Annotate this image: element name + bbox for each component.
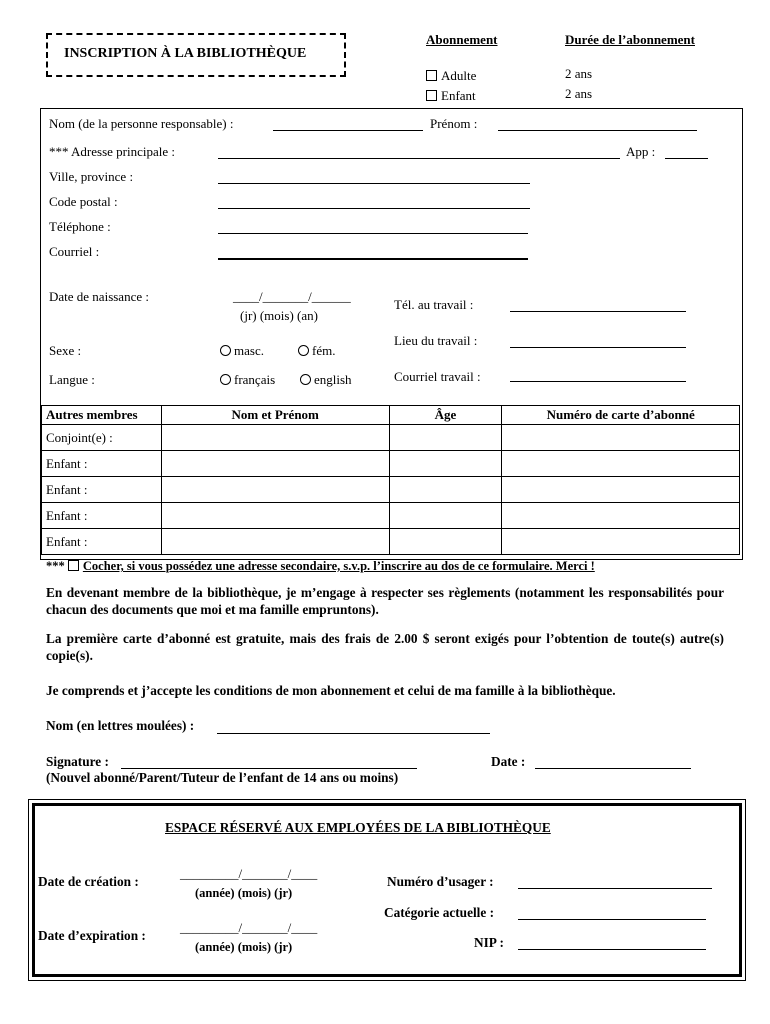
adresse-field[interactable] [218, 158, 620, 159]
radio-icon[interactable] [220, 374, 231, 385]
code-postal-label: Code postal : [49, 194, 118, 209]
nip-label: NIP : [474, 935, 504, 950]
radio-icon[interactable] [298, 345, 309, 356]
member-name-cell[interactable] [161, 503, 389, 529]
telephone-field[interactable] [218, 233, 528, 234]
adresse-label: *** Adresse principale : [49, 144, 175, 159]
member-card-cell[interactable] [502, 503, 740, 529]
member-name-cell[interactable] [161, 529, 389, 555]
member-age-cell[interactable] [389, 477, 502, 503]
signature-date-label: Date : [491, 754, 526, 769]
staff-title: ESPACE RÉSERVÉ AUX EMPLOYÉES DE LA BIBLIOTHÈQUE [165, 820, 551, 835]
member-name-cell[interactable] [161, 425, 389, 451]
paragraph-fees: La première carte d’abonné est gratuite, mais des frais de 2.00 $ seront exigés pour l’obtention de toute(s) autre(s) copie(s). [46, 631, 724, 663]
tel-travail-field[interactable] [510, 311, 686, 312]
langue-francais-radio[interactable]: français [220, 372, 275, 388]
creation-format: (année) (mois) (jr) [195, 886, 293, 900]
creation-label: Date de création : [38, 874, 139, 889]
naissance-label: Date de naissance : [49, 289, 149, 304]
member-name-cell[interactable] [161, 477, 389, 503]
nom-label: Nom (de la personne responsable) : [49, 116, 234, 131]
table-row [42, 425, 740, 451]
option-adulte[interactable]: Adulte [426, 68, 476, 84]
prenom-field[interactable] [498, 130, 697, 131]
sexe-masc-radio[interactable]: masc. [220, 343, 264, 359]
numero-usager-field[interactable] [518, 888, 712, 889]
member-type: Enfant : [42, 529, 162, 555]
naissance-field[interactable]: ____/_______/______ [233, 289, 351, 304]
member-card-cell[interactable] [502, 529, 740, 555]
app-field[interactable] [665, 158, 708, 159]
table-header: Autres membres [42, 406, 162, 425]
prenom-label: Prénom : [430, 116, 478, 131]
table-header-row [42, 406, 740, 425]
table-header: Numéro de carte d’abonné [502, 406, 740, 425]
categorie-label: Catégorie actuelle : [384, 905, 495, 920]
table-row [42, 477, 740, 503]
duree-enfant: 2 ans [565, 86, 593, 101]
paragraph-rules: En devenant membre de la bibliothèque, je m’engage à respecter ses règlements (notamment les responsabilités pour chacun des documents que moi et ma famille empruntons). [46, 585, 724, 617]
member-age-cell[interactable] [389, 503, 502, 529]
app-label: App : [626, 144, 656, 159]
langue-english-radio[interactable]: english [300, 372, 352, 388]
sexe-fem-radio[interactable]: fém. [298, 343, 335, 359]
form-title: INSCRIPTION À LA BIBLIOTHÈQUE [64, 46, 307, 61]
ville-label: Ville, province : [49, 169, 134, 184]
radio-icon[interactable] [300, 374, 311, 385]
nom-moulees-label: Nom (en lettres moulées) : [46, 718, 195, 733]
secondary-address-notice: *** Cocher, si vous possédez une adresse secondaire, s.v.p. l’inscrire au dos de ce formulaire. Merci ! [46, 559, 595, 573]
table-row [42, 503, 740, 529]
table-row [42, 451, 740, 477]
courriel-field[interactable] [218, 258, 528, 260]
paragraph-conditions: Je comprends et j’accepte les conditions de mon abonnement et celui de ma famille à la bibliothèque. [46, 683, 616, 698]
member-card-cell[interactable] [502, 477, 740, 503]
expiration-format: (année) (mois) (jr) [195, 940, 293, 954]
member-type: Enfant : [42, 451, 162, 477]
member-name-cell[interactable] [161, 451, 389, 477]
table-header: Âge [389, 406, 502, 425]
signature-date-field[interactable] [535, 768, 691, 769]
member-age-cell[interactable] [389, 425, 502, 451]
sexe-label: Sexe : [49, 343, 82, 358]
checkbox-icon[interactable] [68, 560, 79, 571]
categorie-field[interactable] [518, 919, 706, 920]
naissance-format: (jr) (mois) (an) [240, 308, 318, 323]
abonnement-heading: Abonnement [426, 32, 498, 47]
signature-subtitle: (Nouvel abonné/Parent/Tuteur de l’enfant de 14 ans ou moins) [46, 770, 399, 785]
telephone-label: Téléphone : [49, 219, 111, 234]
member-card-cell[interactable] [502, 451, 740, 477]
creation-field[interactable]: _________/_______/____ [180, 866, 318, 881]
tel-travail-label: Tél. au travail : [394, 297, 474, 312]
courriel-travail-label: Courriel travail : [394, 369, 481, 384]
checkbox-icon[interactable] [426, 90, 437, 101]
member-age-cell[interactable] [389, 451, 502, 477]
member-type: Conjoint(e) : [42, 425, 162, 451]
lieu-travail-field[interactable] [510, 347, 686, 348]
courriel-travail-field[interactable] [510, 381, 686, 382]
member-age-cell[interactable] [389, 529, 502, 555]
radio-icon[interactable] [220, 345, 231, 356]
numero-usager-label: Numéro d’usager : [387, 874, 494, 889]
nip-field[interactable] [518, 949, 706, 950]
members-table [41, 405, 740, 555]
table-header: Nom et Prénom [161, 406, 389, 425]
code-postal-field[interactable] [218, 208, 530, 209]
table-row [42, 529, 740, 555]
member-type: Enfant : [42, 503, 162, 529]
checkbox-icon[interactable] [426, 70, 437, 81]
expiration-field[interactable]: _________/_______/____ [180, 920, 318, 935]
duree-adulte: 2 ans [565, 66, 593, 81]
langue-label: Langue : [49, 372, 95, 387]
nom-moulees-field[interactable] [217, 733, 490, 734]
member-type: Enfant : [42, 477, 162, 503]
ville-field[interactable] [218, 183, 530, 184]
signature-field[interactable] [121, 768, 417, 769]
duree-heading: Durée de l’abonnement [565, 32, 695, 47]
lieu-travail-label: Lieu du travail : [394, 333, 478, 348]
signature-label: Signature : [46, 754, 109, 769]
option-enfant[interactable]: Enfant [426, 88, 476, 104]
nom-field[interactable] [273, 130, 423, 131]
form-title-box [46, 33, 346, 77]
courriel-label: Courriel : [49, 244, 100, 259]
member-card-cell[interactable] [502, 425, 740, 451]
expiration-label: Date d’expiration : [38, 928, 146, 943]
